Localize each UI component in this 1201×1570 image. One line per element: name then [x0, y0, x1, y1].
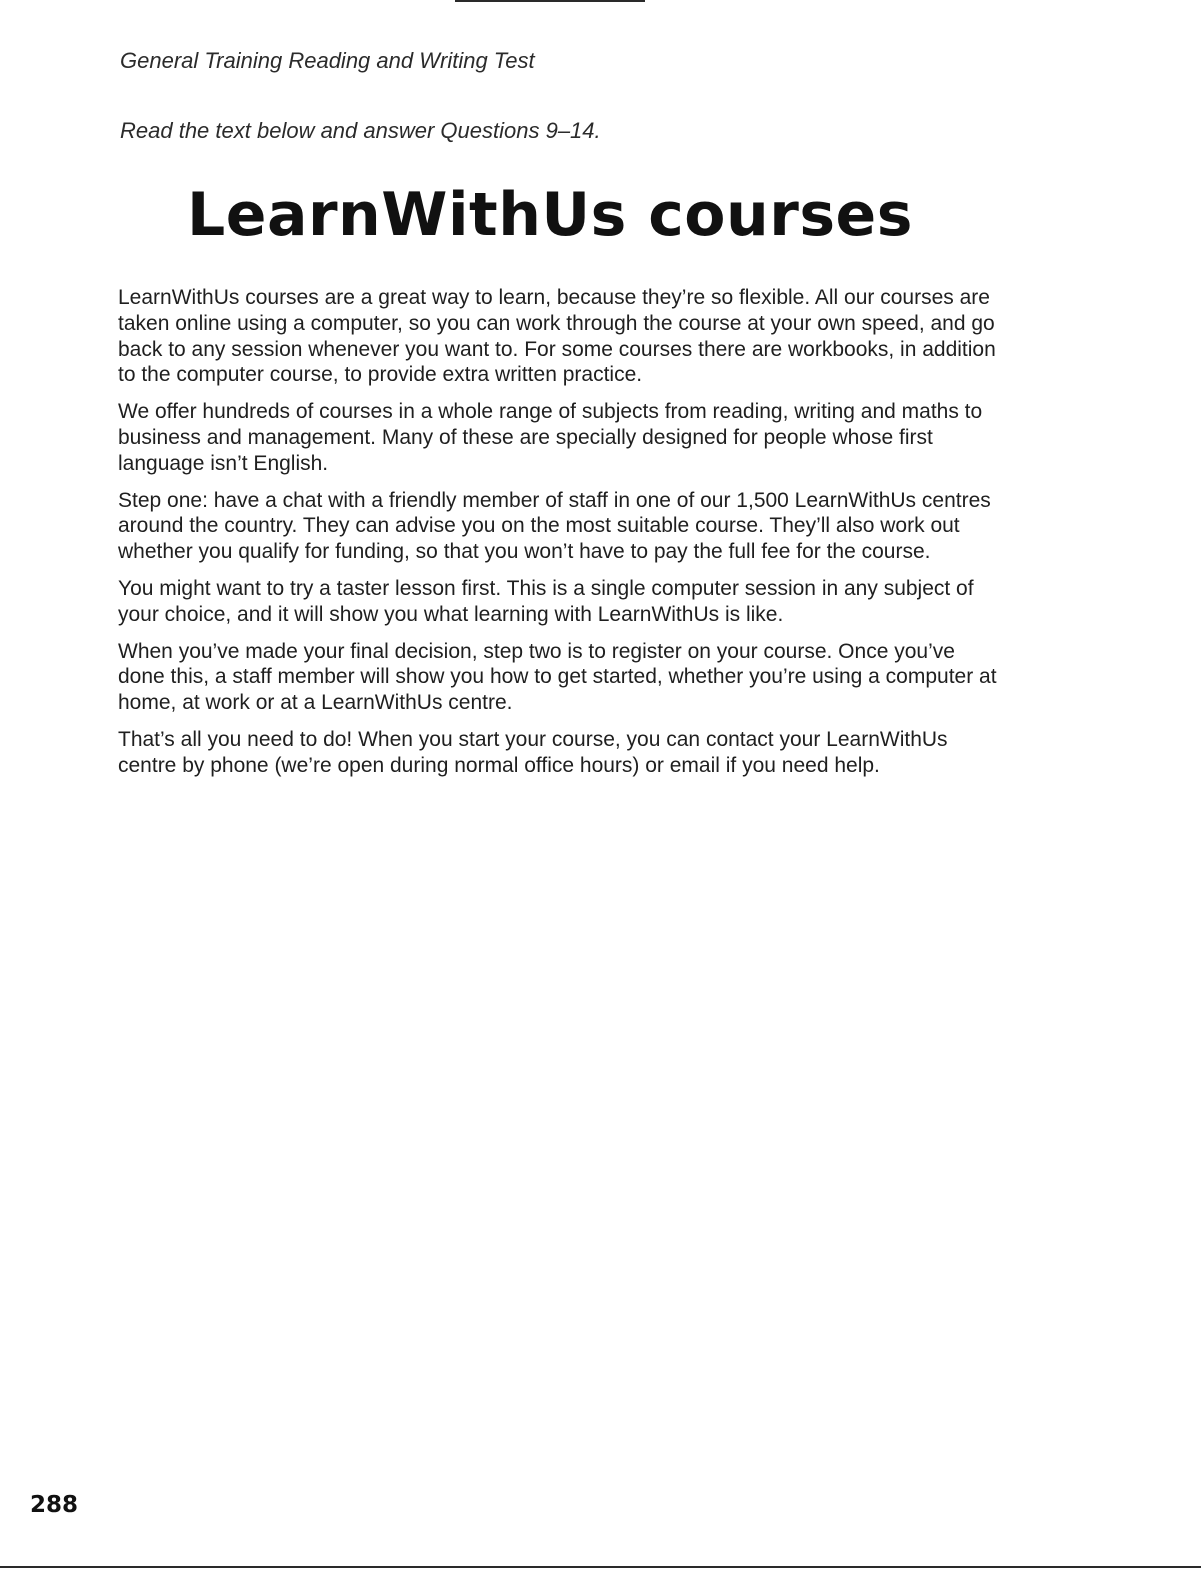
- page-number: 288: [30, 1492, 79, 1518]
- running-header: General Training Reading and Writing Test: [120, 48, 535, 73]
- paragraph-contact: That’s all you need to do! When you start your course, you can contact your LearnWithUs centre by phone (we’re open during normal office hours) or email if you need help.: [118, 727, 948, 777]
- paragraph-step-two: When you’ve made your final decision, step two is to register on your course. Once you’ve done this, a staff member will show you how to get started, whether you’re using a computer at home, at work or at a LearnWithUs centre.: [118, 639, 997, 715]
- paragraph-step-one: Step one: have a chat with a friendly member of staff in one of our 1,500 LearnWithUs centres around the country. They can advise you on the most suitable course. They’ll also work out whether you qualify for funding, so that you won’t have to pay the full fee for the course.: [118, 488, 991, 564]
- article-body: [118, 285, 998, 790]
- page-title: LearnWithUs courses: [187, 180, 913, 250]
- bottom-rule: [0, 1566, 1201, 1568]
- paragraph-flexibility: LearnWithUs courses are a great way to learn, because they’re so flexible. All our courses are taken online using a computer, so you can work through the course at your own speed, and go back to any session whenever you want to. For some courses there are workbooks, in addition to the computer course, to provide extra written practice.: [118, 286, 996, 387]
- paragraph-taster-lesson: You might want to try a taster lesson first. This is a single computer session in any subject of your choice, and it will show you what learning with LearnWithUs is like.: [118, 576, 974, 626]
- instruction-text: Read the text below and answer Questions 9–14.: [120, 118, 601, 143]
- top-rule: [455, 0, 645, 2]
- paragraph-subjects: We offer hundreds of courses in a whole range of subjects from reading, writing and maths to business and management. Many of these are specially designed for people whose first language isn’t English.: [118, 400, 983, 475]
